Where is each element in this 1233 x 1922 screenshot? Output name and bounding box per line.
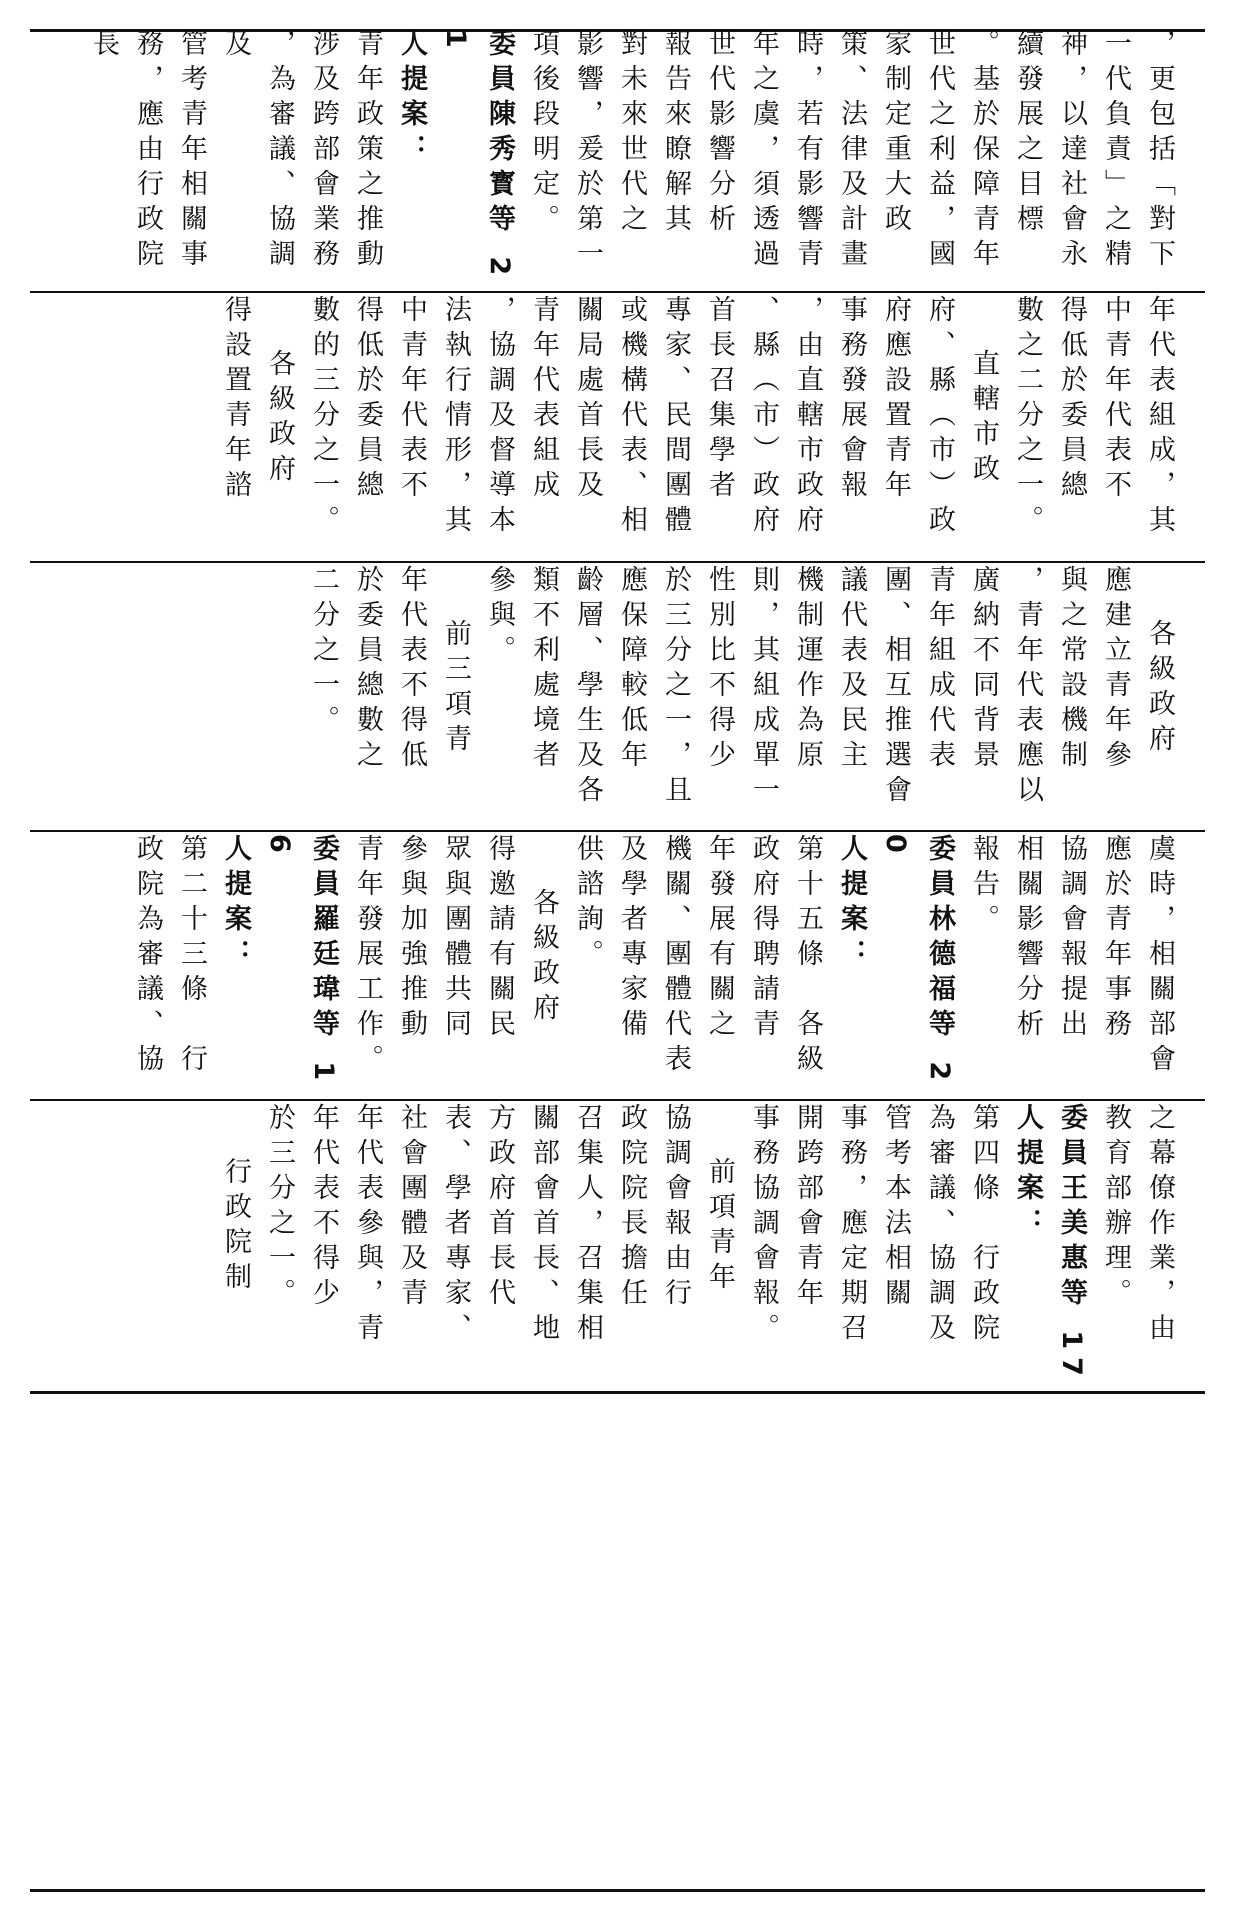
text-line: 方政府首長代 bbox=[484, 1103, 515, 1313]
text-line: 前三項青 bbox=[440, 619, 471, 759]
proposer-heading: 人提案： bbox=[396, 29, 427, 169]
text-line: 於委員總數之 bbox=[352, 565, 383, 775]
text-line: 年代表組成，其 bbox=[1144, 295, 1175, 540]
text-line: 專家、民間團體 bbox=[660, 295, 691, 540]
proposer-heading: 人提案： bbox=[220, 834, 251, 974]
table-row bbox=[30, 1103, 1205, 1391]
text-line: 報告。 bbox=[968, 834, 999, 939]
table-row bbox=[30, 834, 1205, 1099]
text-line: 廣納不同背景 bbox=[968, 565, 999, 775]
proposer-heading: 委員王美惠等 17 bbox=[1056, 1103, 1087, 1384]
text-line: 神，以達社會永 bbox=[1056, 29, 1087, 274]
proposer-heading: 委員羅廷瑋等 16 bbox=[264, 834, 339, 1089]
text-line: 管考本法相關 bbox=[880, 1103, 911, 1313]
text-line: 供諮詢。 bbox=[572, 834, 603, 974]
text-line: 。基於保障青年 bbox=[968, 29, 999, 274]
text-line: 時，若有影響青 bbox=[792, 29, 823, 274]
text-line: 得設置青年諮 bbox=[220, 295, 251, 505]
text-line: ，協調及督導本 bbox=[484, 295, 515, 540]
text-line: 前項青年 bbox=[704, 1157, 735, 1297]
text-line: 齡層、學生及各 bbox=[572, 565, 603, 810]
text-line: 行政院制 bbox=[220, 1157, 251, 1297]
text-line: 第二十三條 行 bbox=[176, 834, 207, 1079]
text-line: 表、學者專家、 bbox=[440, 1103, 471, 1348]
text-line: 各級政府 bbox=[264, 349, 295, 489]
proposer-heading: 人提案： bbox=[1012, 1103, 1043, 1243]
text-line: 各級政府 bbox=[528, 888, 559, 1028]
text-line: 、縣（市）政府 bbox=[748, 295, 779, 540]
text-line: 之幕僚作業，由 bbox=[1144, 1103, 1175, 1348]
text-line: 年代表不得少 bbox=[308, 1103, 339, 1313]
text-line: 首長召集學者 bbox=[704, 295, 735, 505]
text-line: 年之虞，須透過 bbox=[748, 29, 779, 274]
text-line: 協調會報由行 bbox=[660, 1103, 691, 1313]
text-line: 得低於委員總 bbox=[352, 295, 383, 505]
text-line: 中青年代表不 bbox=[1100, 295, 1131, 505]
row-divider bbox=[30, 830, 1205, 832]
text-line: 虞時，相關部會 bbox=[1144, 834, 1175, 1079]
text-line: 召集人，召集相 bbox=[572, 1103, 603, 1348]
row-text bbox=[213, 1103, 1181, 1391]
text-line: 或機構代表、相 bbox=[616, 295, 647, 540]
text-line: 務，應由行政院長 bbox=[88, 29, 163, 274]
text-line: 報告來瞭解其 bbox=[660, 29, 691, 239]
text-line: ，青年代表應以 bbox=[1012, 565, 1043, 810]
text-line: 策、法律及計畫 bbox=[836, 29, 867, 274]
text-line: 於三分之一，且 bbox=[660, 565, 691, 810]
text-line: 政院院長擔任 bbox=[616, 1103, 647, 1313]
text-line: 參與。 bbox=[484, 565, 515, 670]
text-line: 影響，爰於第一 bbox=[572, 29, 603, 274]
text-line: 性別比不得少 bbox=[704, 565, 735, 775]
text-line: 年發展有關之 bbox=[704, 834, 735, 1044]
text-line: 為審議、協調及 bbox=[924, 1103, 955, 1348]
text-line: 涉及跨部會業務 bbox=[308, 29, 339, 274]
proposer-heading: 委員林德福等 20 bbox=[880, 834, 955, 1089]
text-line: 青年代表組成 bbox=[528, 295, 559, 505]
text-line: 事務發展會報 bbox=[836, 295, 867, 505]
page-bottom-rule bbox=[30, 1889, 1205, 1892]
text-line: 議代表及民主 bbox=[836, 565, 867, 775]
table-row bbox=[30, 565, 1205, 830]
text-line: 事務協調會報。 bbox=[748, 1103, 779, 1348]
text-line: 中青年代表不 bbox=[396, 295, 427, 505]
text-line: 府、縣（市）政 bbox=[924, 295, 955, 540]
row-text bbox=[301, 565, 1181, 830]
text-line: 直轄市政 bbox=[968, 349, 999, 489]
row-text bbox=[213, 295, 1181, 561]
text-line: 協調會報提出 bbox=[1056, 834, 1087, 1044]
text-line: 眾與團體共同 bbox=[440, 834, 471, 1044]
text-line: 年代表不得低 bbox=[396, 565, 427, 775]
text-line: 一代負責」之精 bbox=[1100, 29, 1131, 274]
text-line: 應於青年事務 bbox=[1100, 834, 1131, 1044]
row-text bbox=[81, 29, 1181, 291]
text-line: 及學者專家備 bbox=[616, 834, 647, 1044]
row-divider bbox=[30, 1099, 1205, 1101]
text-line: 管考青年相關事 bbox=[176, 29, 207, 274]
text-line: 相關影響分析 bbox=[1012, 834, 1043, 1044]
text-line: 關局處首長及 bbox=[572, 295, 603, 505]
text-line: ，更包括「對下 bbox=[1144, 29, 1175, 274]
row-text bbox=[125, 834, 1181, 1099]
table-bottom-rule bbox=[30, 1391, 1205, 1394]
text-line: 機制運作為原 bbox=[792, 565, 823, 775]
text-line: 第四條 行政院 bbox=[968, 1103, 999, 1348]
text-line: 年代表參與，青 bbox=[352, 1103, 383, 1348]
text-line: 機關、團體代表 bbox=[660, 834, 691, 1079]
text-line: 得低於委員總 bbox=[1056, 295, 1087, 505]
text-line: ，由直轄市政府 bbox=[792, 295, 823, 540]
text-line: 關部會首長、地 bbox=[528, 1103, 559, 1348]
proposer-heading: 委員陳秀寳等 21 bbox=[440, 29, 515, 284]
comparison-table bbox=[30, 29, 1205, 1391]
text-line: 世代影響分析 bbox=[704, 29, 735, 239]
text-line: 政府得聘請青 bbox=[748, 834, 779, 1044]
text-line: 府應設置青年 bbox=[880, 295, 911, 505]
text-line: ，為審議、協調及 bbox=[220, 29, 295, 274]
text-line: 法執行情形，其 bbox=[440, 295, 471, 540]
text-line: 續發展之目標 bbox=[1012, 29, 1043, 239]
table-row bbox=[30, 295, 1205, 561]
text-line: 青年政策之推動 bbox=[352, 29, 383, 274]
text-line: 二分之一。 bbox=[308, 565, 339, 740]
text-line: 應保障較低年 bbox=[616, 565, 647, 775]
text-line: 項後段明定。 bbox=[528, 29, 559, 239]
row-divider bbox=[30, 291, 1205, 293]
text-line: 與之常設機制 bbox=[1056, 565, 1087, 775]
text-line: 團、相互推選會 bbox=[880, 565, 911, 810]
text-line: 得邀請有關民 bbox=[484, 834, 515, 1044]
text-line: 政院為審議、協 bbox=[132, 834, 163, 1079]
text-line: 青年發展工作。 bbox=[352, 834, 383, 1079]
text-line: 青年組成代表 bbox=[924, 565, 955, 775]
text-line: 對未來世代之 bbox=[616, 29, 647, 239]
text-line: 事務，應定期召 bbox=[836, 1103, 867, 1348]
text-line: 數之二分之一。 bbox=[1012, 295, 1043, 540]
proposer-heading: 人提案： bbox=[836, 834, 867, 974]
text-line: 類不利處境者 bbox=[528, 565, 559, 775]
text-line: 開跨部會青年 bbox=[792, 1103, 823, 1313]
text-line: 參與加強推動 bbox=[396, 834, 427, 1044]
table-row bbox=[30, 29, 1205, 291]
row-divider bbox=[30, 561, 1205, 563]
text-line: 社會團體及青 bbox=[396, 1103, 427, 1313]
text-line: 家制定重大政 bbox=[880, 29, 911, 239]
text-line: 教育部辦理。 bbox=[1100, 1103, 1131, 1313]
text-line: 各級政府 bbox=[1144, 619, 1175, 759]
text-line: 數的三分之一。 bbox=[308, 295, 339, 540]
text-line: 於三分之一。 bbox=[264, 1103, 295, 1313]
text-line: 則，其組成單一 bbox=[748, 565, 779, 810]
text-line: 第十五條 各級 bbox=[792, 834, 823, 1079]
text-line: 應建立青年參 bbox=[1100, 565, 1131, 775]
text-line: 世代之利益，國 bbox=[924, 29, 955, 274]
